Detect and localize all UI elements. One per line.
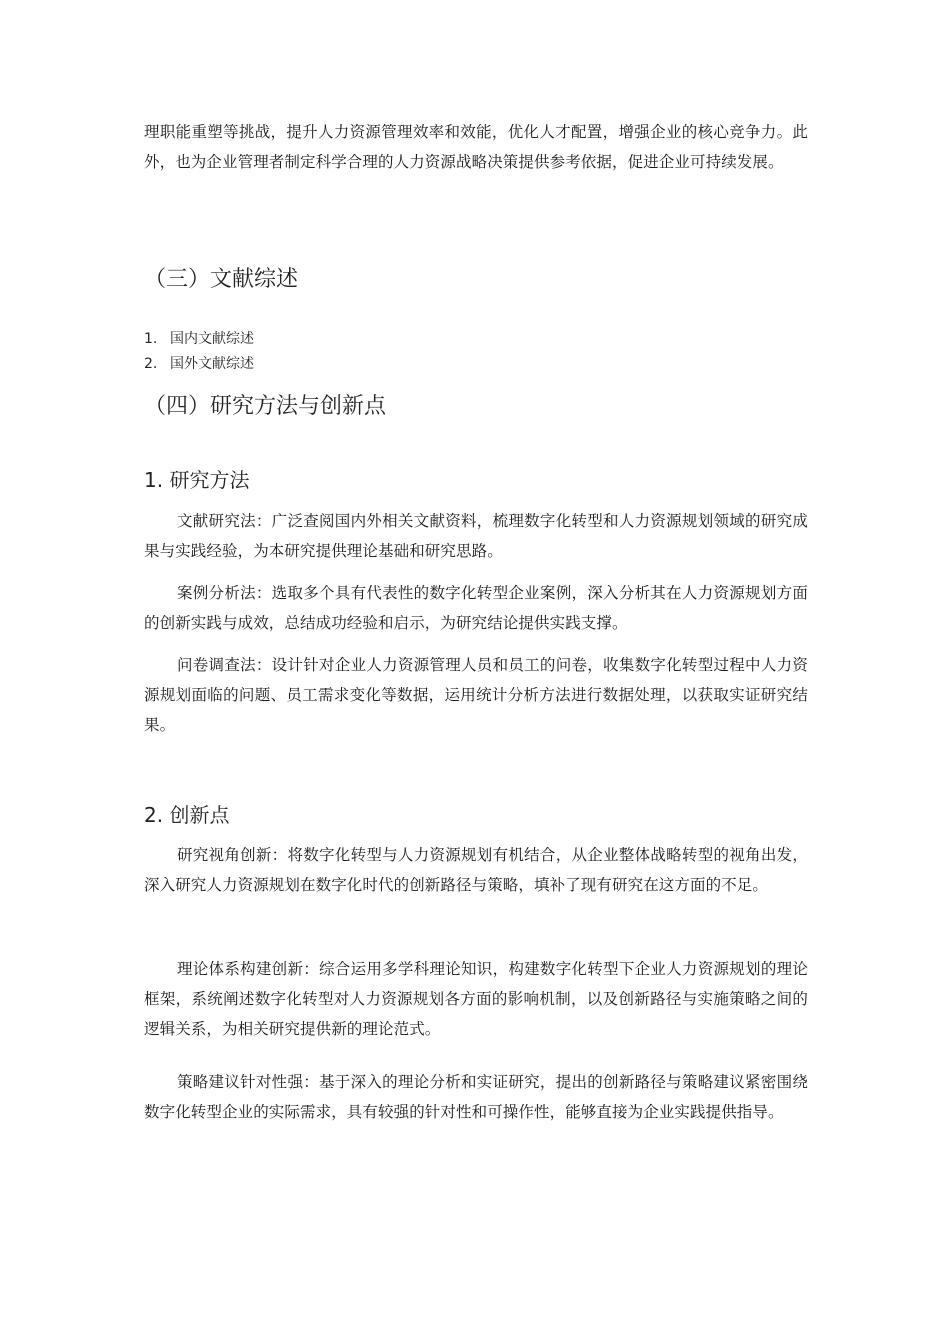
section-heading-methods-innovation: （四）研究方法与创新点 bbox=[144, 394, 387, 419]
paragraph-perspective-innovation: 研究视角创新：将数字化转型与人力资源规划有机结合，从企业整体战略转型的视角出发，深入研究人力资源规划在数字化时代的创新路径与策略，填补了现有研究在这方面的不足。 bbox=[144, 846, 808, 894]
list-number: 2. bbox=[144, 356, 158, 372]
list-label: 国内文献综述 bbox=[170, 331, 254, 347]
subheading-innovations: 2. 创新点 bbox=[144, 803, 230, 827]
list-item-domestic-review bbox=[144, 327, 254, 351]
subheading-research-methods: 1. 研究方法 bbox=[144, 468, 250, 492]
paragraph-survey-method: 问卷调查法：设计针对企业人力资源管理人员和员工的问卷，收集数字化转型过程中人力资源规划面临的问题、员工需求变化等数据，运用统计分析方法进行数据处理，以获取实证研究结果。 bbox=[144, 656, 808, 734]
intro-paragraph: 理职能重塑等挑战，提升人力资源管理效率和效能，优化人才配置，增强企业的核心竞争力。此外，也为企业管理者制定科学合理的人力资源战略决策提供参考依据，促进企业可持续发展。 bbox=[144, 123, 808, 171]
list-item-foreign-review bbox=[144, 352, 254, 376]
section-heading-literature-review: （三）文献综述 bbox=[144, 267, 299, 292]
list-label: 国外文献综述 bbox=[170, 356, 254, 372]
paragraph-theory-innovation: 理论体系构建创新：综合运用多学科理论知识，构建数字化转型下企业人力资源规划的理论框架，系统阐述数字化转型对人力资源规划各方面的影响机制，以及创新路径与实施策略之间的逻辑关系，为相关研究提供新的理论范式。 bbox=[144, 960, 808, 1038]
paragraph-literature-method: 文献研究法：广泛查阅国内外相关文献资料，梳理数字化转型和人力资源规划领域的研究成果与实践经验，为本研究提供理论基础和研究思路。 bbox=[144, 512, 808, 560]
paragraph-strategy-innovation: 策略建议针对性强：基于深入的理论分析和实证研究，提出的创新路径与策略建议紧密围绕数字化转型企业的实际需求，具有较强的针对性和可操作性，能够直接为企业实践提供指导。 bbox=[144, 1073, 808, 1121]
list-number: 1. bbox=[144, 331, 158, 347]
paragraph-case-method: 案例分析法：选取多个具有代表性的数字化转型企业案例，深入分析其在人力资源规划方面的创新实践与成效，总结成功经验和启示，为研究结论提供实践支撑。 bbox=[144, 584, 808, 632]
